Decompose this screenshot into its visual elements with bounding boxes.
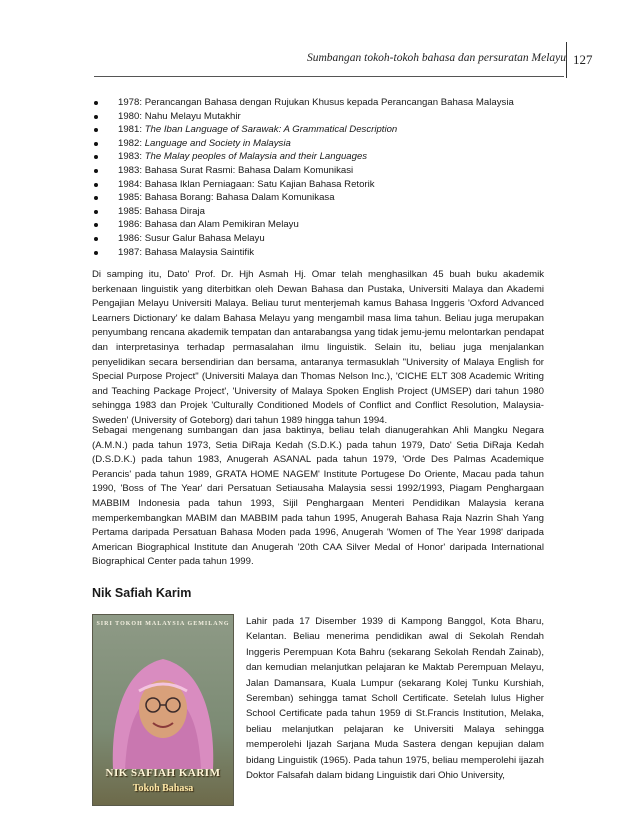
publication-item bbox=[92, 150, 552, 164]
publication-title: Bahasa Diraja bbox=[144, 205, 205, 217]
publication-item bbox=[92, 164, 552, 178]
publication-year: 1987: bbox=[118, 246, 143, 258]
publication-title: The Iban Language of Sarawak: A Grammatical Description bbox=[144, 124, 398, 136]
publication-year: 1978: bbox=[118, 97, 143, 108]
publication-year: 1986: bbox=[118, 232, 143, 244]
paragraph-awards: Sebagai mengenang sumbangan dan jasa baktinya, beliau telah dianugerahkan Ahli Mangku Negara (A.M.N.) pada tahun 1973, Setia DiRaja Kedah (S.D.K.) pada tahun 1979, Dato' Setia DiRaja Kedah (D.S.D.K.) pada tahun 1983, Anugerah ASANAL pada tahun 1979, 'Orde Des Palmas Academique Perancis' pada tahun 1989, GRATA HOME NAGEM' Institute Portugese Do Oriente, Macau pada tahun 1990, 'Boss of The Year' dari Persatuan Setiausaha Malaysia sessi 1992/1993, Piagam Penghargaan MABBIM Indonesia pada tahun 1993, Sijil Penghargaan Menteri Pendidikan Malaysia kerana memperkembangkan MABIM dan MABBIM pada tahun 1995, Anugerah Bahasa Raja Nazrin Shah Yang Pertama daripada Persatuan Bahasa Moden pada 1996, Anugerah 'Women of The Year 1998' daripada American Biographical Institute dan Anugerah '20th CAA Silver Medal of Honor' daripada International Biographical Center pada tahun 1999. bbox=[92, 425, 544, 568]
publication-item bbox=[92, 246, 552, 260]
publication-item bbox=[92, 110, 552, 124]
publication-item bbox=[92, 96, 552, 110]
publication-title: Perancangan Bahasa dengan Rujukan Khusus kepada Perancangan Bahasa Malaysia bbox=[144, 97, 514, 108]
cover-series-label: SIRI TOKOH MALAYSIA GEMILANG bbox=[96, 621, 230, 627]
publication-item bbox=[92, 205, 552, 219]
publication-item bbox=[92, 218, 552, 232]
publication-item bbox=[92, 123, 552, 137]
publication-title: Nahu Melayu Mutakhir bbox=[144, 110, 241, 122]
publication-item bbox=[92, 232, 552, 246]
publication-year: 1980: bbox=[118, 110, 143, 122]
page-number: 127 bbox=[573, 52, 593, 67]
portrait-illustration bbox=[93, 629, 233, 769]
publication-item bbox=[92, 191, 552, 205]
publication-list bbox=[92, 96, 552, 259]
book-cover-image bbox=[92, 614, 234, 806]
publication-item bbox=[92, 178, 552, 192]
publication-year: 1986: bbox=[118, 219, 143, 231]
section-title: Nik Safiah Karim bbox=[92, 586, 192, 600]
running-header: Sumbangan tokoh-tokoh bahasa dan persuratan Melayu bbox=[306, 52, 566, 64]
publication-title: Bahasa Borang: Bahasa Dalam Komunikasa bbox=[144, 192, 335, 204]
publication-year: 1981: bbox=[118, 124, 143, 136]
publication-title: Susur Galur Bahasa Melayu bbox=[144, 232, 265, 244]
biography-text: Lahir pada 17 Disember 1939 di Kampong Banggol, Kota Bharu, Kelantan. Beliau menerima pendidikan awal di Sekolah Rendah Inggeris Perempuan Kota Bahru (sekarang Sekolah Rendah Zainab), dan kemudian melanjutkan pelajaran ke Maktab Perempuan Melayu, Jalan Damansara, Kuala Lumpur (sekarang Kolej Tunku Kurshiah, Seremban) sehingga tamat Scholl Certificate. Setelah lulus Higher School Certificate pada tahun 1959 di St.Francis Institution, Melaka, beliau melanjutkan pelajaran ke Universiti Malaya sehingga memperolehi Ijazah Sarjana Muda Sastera dengan kepujian dalam bidang Linguistik (1965). Pada tahun 1975, beliau memperolehi ijazah Doktor Falsafah dalam bidang Linguistik dari Ohio University, bbox=[246, 616, 544, 782]
publication-year: 1985: bbox=[118, 192, 143, 204]
publication-year: 1984: bbox=[118, 178, 143, 190]
cover-subtitle: Tokoh Bahasa bbox=[132, 783, 194, 794]
publication-title: Language and Society in Malaysia bbox=[144, 137, 291, 149]
publication-item bbox=[92, 137, 552, 151]
publication-title: Bahasa Malaysia Saintifik bbox=[144, 246, 255, 258]
publication-year: 1982: bbox=[118, 137, 143, 149]
header-divider bbox=[94, 76, 564, 77]
publication-title: Bahasa Surat Rasmi: Bahasa Dalam Komunikasi bbox=[144, 164, 354, 176]
publication-year: 1985: bbox=[118, 205, 143, 217]
publication-title: Bahasa Iklan Perniagaan: Satu Kajian Bahasa Retorik bbox=[144, 178, 375, 190]
cover-name: NIK SAFIAH KARIM bbox=[105, 767, 221, 779]
publication-title: Bahasa dan Alam Pemikiran Melayu bbox=[144, 219, 299, 231]
publication-title: The Malay peoples of Malaysia and their Languages bbox=[144, 151, 368, 163]
header-vertical-rule bbox=[566, 42, 567, 78]
publication-year: 1983: bbox=[118, 151, 143, 163]
publication-year: 1983: bbox=[118, 164, 143, 176]
paragraph-publications: Di samping itu, Dato' Prof. Dr. Hjh Asmah Hj. Omar telah menghasilkan 45 buah buku akademik berkenaan linguistik yang diterbitkan oleh Dewan Bahasa dan Pustaka, Universiti Malaya dan Akademi Pengajian Melayu Universiti Malaya. Beliau turut menterjemah kamus Bahasa Inggeris 'Oxford Advanced Learners Dictionary' ke dalam Bahasa Melayu yang mengambil masa lima tahun. Beliau juga merupakan penyumbang rencana akademik tempatan dan antarabangsa yang tidak jemu-jemu melontarkan pendapat dan interpretasinya terhadap permasalahan ilmu linguistik. Selain itu, beliau juga menjalankan penyelidikan secara bersendirian dan bersama, antaranya termasuklah "University of Malaya English for Special Purpose Project" (Universiti Malaya dan Thomas Nelson Inc.), 'CICHE ELT 308 Academic Writing and Teaching Package Project', 'University of Malaya Spoken English Project (UMSEP) dari tahun 1980 sehingga 1983 dan Projek 'Culturally Conditioned Models of Conflict and Conflict Resolution, Malaysia-Sweden' (University of Goteborg) dari tahun 1989 hingga tahun 1994. bbox=[92, 269, 544, 426]
